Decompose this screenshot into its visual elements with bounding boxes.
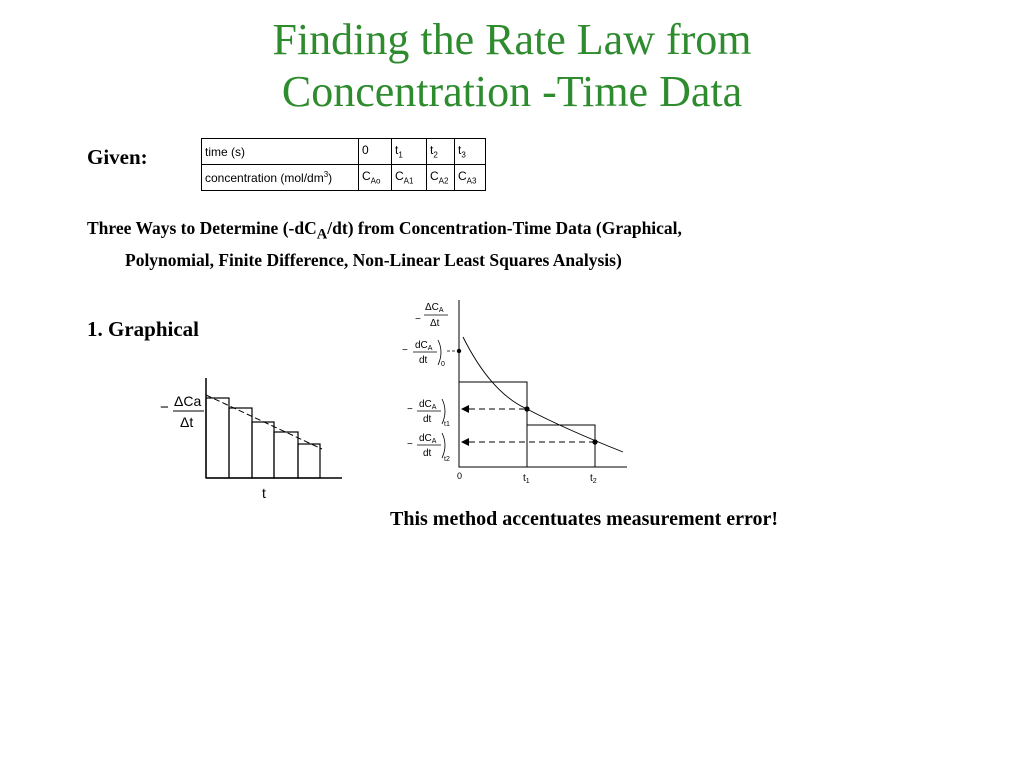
svg-text:−: − [407,404,413,415]
right-label-deriv-t1 [407,399,450,428]
svg-text:dt: dt [423,414,432,425]
concentration-cell-0: $C_{Ao}$ [359,165,392,191]
svg-text:dCA: $dC_A$ [419,433,437,445]
svg-text:dCA: $dC_A$ [419,399,437,411]
svg-text:dt: dt [419,355,428,366]
svg-text:0: 0 [441,361,445,368]
concentration-cell-3: $C_{A3}$ [455,165,486,191]
svg-text:−: − [415,314,421,325]
method-note: This method accentuates measurement error! [390,508,779,530]
time-cell-3: $t_3$ [455,139,486,165]
point-t0 [457,349,461,353]
title-line-1: Finding the Rate Law from [272,15,752,64]
arrowhead-t2 [461,438,469,446]
point-t2 [592,439,597,444]
right-derivative-plot [395,295,635,490]
svg-text:t2: t2 [444,456,450,463]
svg-text:Δt: Δt [430,318,440,329]
point-t1 [524,406,529,411]
x-tick-t2: $t_2$ [590,473,597,485]
svg-text:ΔCa: ΔCa [174,393,202,409]
time-row [202,139,486,165]
time-cell-0: 0 [359,139,392,165]
svg-text:t1: t1 [444,421,450,428]
left-histogram-plot [150,370,350,505]
right-label-deriv-0 [402,340,445,368]
given-label: Given: [87,145,148,169]
three-ways-text: Three Ways to Determine $(-dC_A/dt)$ from Concentration-Time Data (Graphical, Polynomial, Finite Difference, Non-Linear Least Squares Analysis) [87,216,887,273]
left-y-label [160,393,204,430]
slide-title [0,14,1024,118]
time-cell-2: $t_2$ [427,139,455,165]
arrowhead-t1 [461,405,469,413]
concentration-row [202,165,486,191]
right-bars [459,382,595,467]
right-label-delta [415,302,448,329]
svg-text:dt: dt [423,448,432,459]
three-ways-line-2: Polynomial, Finite Difference, Non-Linear Least Squares Analysis) [125,249,622,270]
time-cell-1: $t_1$ [392,139,427,165]
left-bars [206,398,320,478]
concentration-cell-1: $C_{A1}$ [392,165,427,191]
right-label-deriv-t2 [407,433,450,463]
given-data-table [201,138,486,191]
left-slope-line [206,395,322,449]
concentration-cell-2: $C_{A2}$ [427,165,455,191]
concentration-header: concentration $(mol/dm^3)$ [202,165,359,191]
svg-text:−: − [402,345,408,356]
svg-text:−: − [407,439,413,450]
left-x-label: t [262,485,266,501]
graphical-heading: 1. Graphical [87,317,200,341]
concentration-curve [463,337,623,452]
svg-text:Δt: Δt [180,414,194,430]
title-line-2: Concentration -Time Data [281,67,743,116]
svg-text:dCA: $dC_A$ [415,340,433,352]
svg-text:ΔCA: $\Delta C_A$ [425,302,444,314]
x-tick-t1: $t_1$ [523,473,530,485]
x-tick-0: 0 [457,471,463,481]
time-header: time (s) [202,139,359,165]
svg-text:−: − [160,399,169,416]
